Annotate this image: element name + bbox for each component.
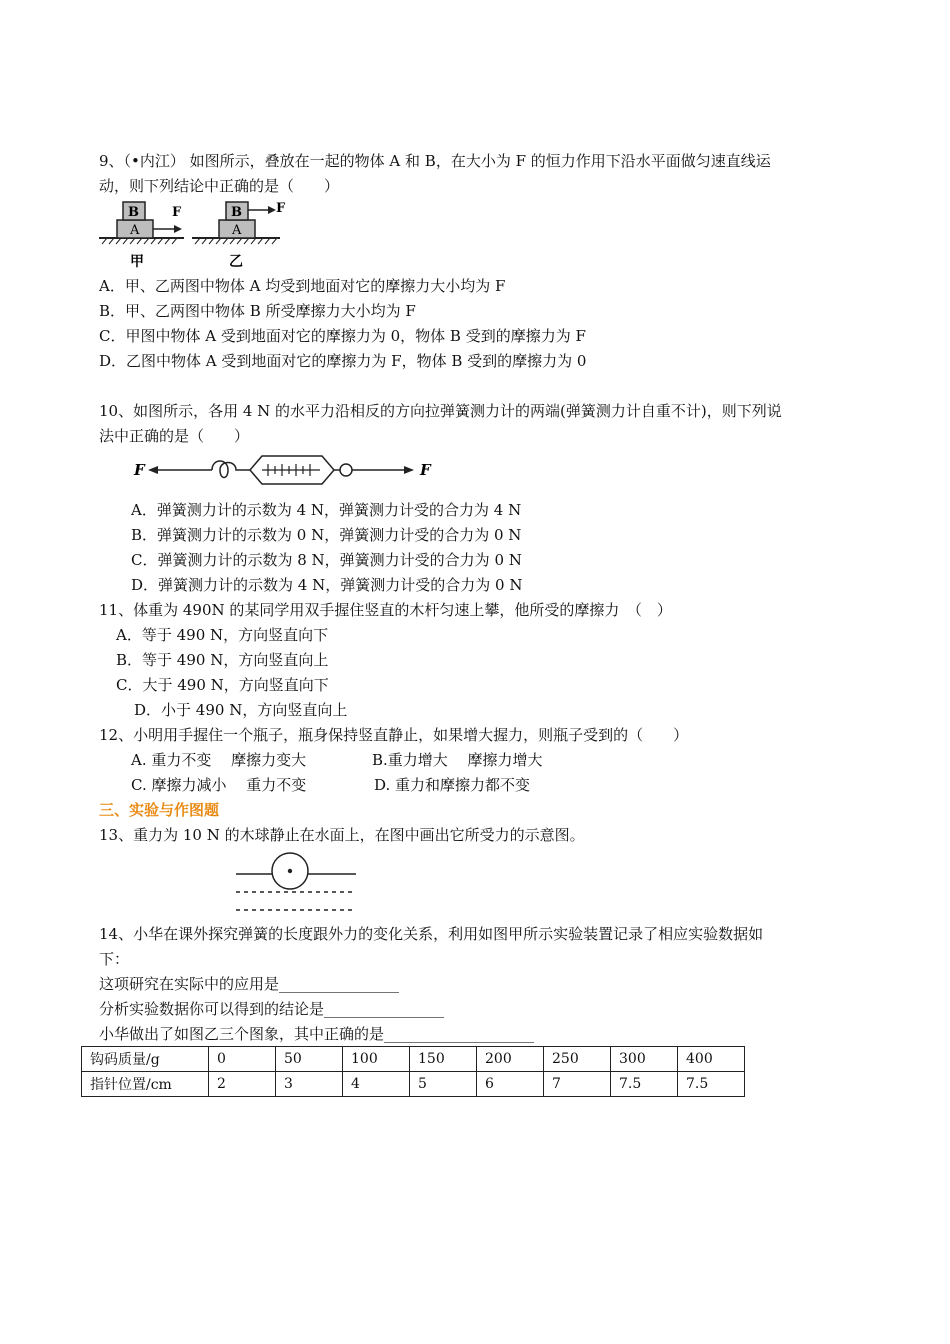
table-cell: 6: [477, 1072, 544, 1097]
q11-option-d: D．小于 490 N，方向竖直向上: [134, 701, 348, 719]
q9-option-a: A．甲、乙两图中物体 A 均受到地面对它的摩擦力大小均为 F: [99, 277, 506, 295]
q14-graph-blank: 小华做出了如图乙三个图象，其中正确的是____________________: [99, 1025, 535, 1043]
q10-spring-scale-figure: [130, 448, 440, 490]
table-cell: 400: [678, 1047, 745, 1072]
table-cell: 2: [209, 1072, 276, 1097]
q13-ball-on-water-figure: [230, 848, 360, 914]
table-cell: 7.5: [611, 1072, 678, 1097]
table-cell: 200: [477, 1047, 544, 1072]
table-row-label: 指针位置/cm: [82, 1072, 209, 1097]
q10-stem-line1: 10、如图所示，各用 4 N 的水平力沿相反的方向拉弹簧测力计的两端(弹簧测力计自重不计)，则下列说: [99, 402, 782, 420]
q9-option-d: D．乙图中物体 A 受到地面对它的摩擦力为 F，物体 B 受到的摩擦力为 0: [99, 352, 587, 370]
q9-jia-block-b: B: [128, 205, 139, 220]
q12-stem: 12、小明用手握住一个瓶子，瓶身保持竖直静止，如果增大握力，则瓶子受到的（ ）: [99, 726, 689, 744]
q12-option-a: A. 重力不变 摩擦力变大: [131, 751, 307, 769]
q9-jia-block-a: A: [130, 223, 140, 238]
table-cell: 3: [276, 1072, 343, 1097]
q10-option-d: D．弹簧测力计的示数为 4 N，弹簧测力计受的合力为 0 N: [131, 576, 523, 594]
table-row-label: 钩码质量/g: [82, 1047, 209, 1072]
q12-option-c: C. 摩擦力减小 重力不变: [131, 776, 307, 794]
q9-fig-yi: [192, 201, 286, 270]
q12-option-b: B.重力增大 摩擦力增大: [372, 751, 543, 769]
q9-option-c: C．甲图中物体 A 受到地面对它的摩擦力为 0，物体 B 受到的摩擦力为 F: [99, 327, 586, 345]
q9-yi-force-label: F: [276, 201, 286, 216]
q11-option-c: C．大于 490 N，方向竖直向下: [116, 676, 329, 694]
table-cell: 0: [209, 1047, 276, 1072]
q14-stem-line1: 14、小华在课外探究弹簧的长度跟外力的变化关系，利用如图甲所示实验装置记录了相应实验数据如: [99, 925, 764, 943]
table-cell: 300: [611, 1047, 678, 1072]
q14-data-table: [81, 1046, 745, 1097]
q9-yi-label: 乙: [229, 254, 243, 270]
q10-option-a: A．弹簧测力计的示数为 4 N，弹簧测力计受的合力为 4 N: [131, 501, 522, 519]
q14-conclusion-blank: 分析实验数据你可以得到的结论是________________: [99, 1000, 445, 1018]
q9-fig-jia: [99, 202, 184, 270]
q10-option-b: B．弹簧测力计的示数为 0 N，弹簧测力计受的合力为 0 N: [131, 526, 522, 544]
q9-yi-block-a: A: [232, 223, 242, 238]
q12-option-d: D. 重力和摩擦力都不变: [374, 776, 531, 794]
table-row: [82, 1047, 745, 1072]
q9-option-b: B．甲、乙两图中物体 B 所受摩擦力大小均为 F: [99, 302, 416, 320]
table-cell: 7: [544, 1072, 611, 1097]
q9-figure: [96, 196, 296, 270]
q9-stem-line1: 9、（•内江） 如图所示，叠放在一起的物体 A 和 B，在大小为 F 的恒力作用下沿水平面做匀速直线运: [99, 152, 771, 170]
q13-stem: 13、重力为 10 N 的木球静止在水面上，在图中画出它所受力的示意图。: [99, 826, 585, 844]
table-cell: 50: [276, 1047, 343, 1072]
table-cell: 4: [343, 1072, 410, 1097]
q14-application-blank: 这项研究在实际中的应用是________________: [99, 975, 400, 993]
q9-yi-block-b: B: [231, 205, 242, 220]
q9-jia-force-label: F: [172, 205, 182, 220]
q11-stem: 11、体重为 490N 的某同学用双手握住竖直的木杆匀速上攀，他所受的摩擦力 （ ）: [99, 601, 672, 619]
q9-stem-line2: 动，则下列结论中正确的是（ ）: [99, 177, 340, 195]
q10-force-right: F: [420, 461, 431, 479]
table-cell: 250: [544, 1047, 611, 1072]
q10-option-c: C．弹簧测力计的示数为 8 N，弹簧测力计受的合力为 0 N: [131, 551, 522, 569]
table-cell: 7.5: [678, 1072, 745, 1097]
q10-force-left: F: [134, 461, 145, 479]
q11-option-b: B．等于 490 N，方向竖直向上: [116, 651, 329, 669]
table-row: [82, 1072, 745, 1097]
table-cell: 150: [410, 1047, 477, 1072]
q11-option-a: A．等于 490 N，方向竖直向下: [116, 626, 329, 644]
table-cell: 5: [410, 1072, 477, 1097]
section-3-heading: 三、实验与作图题: [99, 801, 220, 819]
q14-stem-line2: 下：: [99, 950, 130, 968]
q10-stem-line2: 法中正确的是（ ）: [99, 427, 250, 445]
q9-jia-label: 甲: [130, 254, 144, 270]
table-cell: 100: [343, 1047, 410, 1072]
